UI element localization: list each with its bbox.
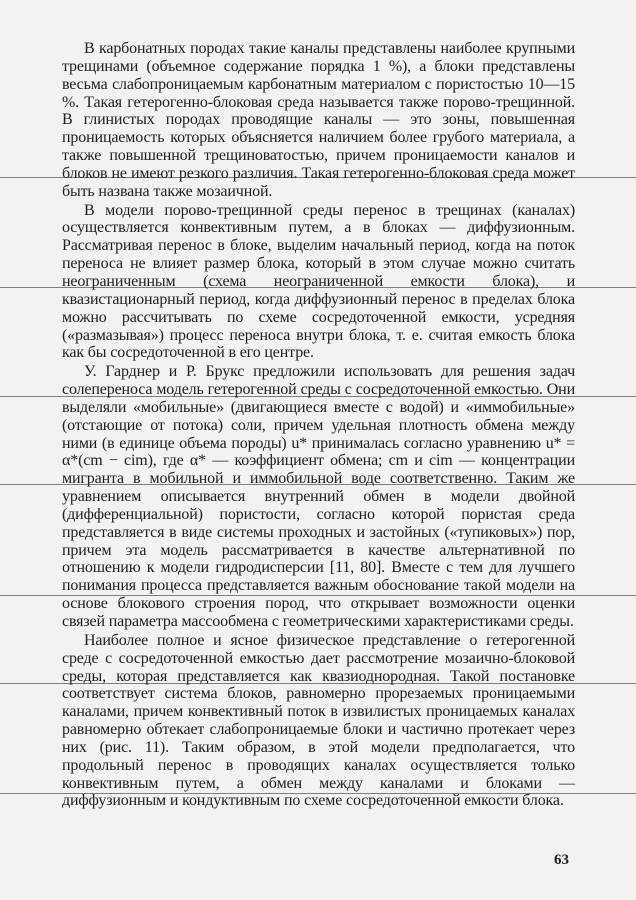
body-text (62, 40, 575, 810)
paragraph: У. Гарднер и Р. Брукс предложили использовать для решения задач солепереноса модель гетерогенной среды с сосредоточенной емкостью. Они выделяли «мобильные» (двигающиеся вместе с водой) и «иммобильные» (отстающие от потока) соли, причем удельная плотность обмена между ними (в единице объема породы) u* принималась согласно уравнению u* = α*(cm − cim), где α* — коэффициент обмена; cm и cim — концентрации мигранта в мобильной и иммобильной воде соответственно. Таким же уравнением описывается внутренний обмен в модели двойной (дифференциальной) пористости, согласно которой пористая среда представляется в виде системы проходных и застойных («тупиковых») пор, причем эта модель рассматривается в качестве альтернативной по отношению к модели гидродисперсии [11, 80]. Вместе с тем для лучшего понимания процесса представляется важным обоснование такой модели на основе блокового строения пород, что открывает возможности оценки связей параметра массообмена с геометрическими характеристиками среды. (62, 363, 575, 630)
paragraph: В карбонатных породах такие каналы представлены наиболее крупными трещинами (объемное содержание порядка 1 %), а блоки представлены весьма слабопроницаемым карбонатным материалом с пористостью 10—15 %. Такая гетерогенно-блоковая среда называется также порово-трещинной. В глинистых породах проводящие каналы — это зоны, повышенная проницаемость которых объясняется наличием более грубого материала, а также повышенной трещиноватостью, причем проницаемости каналов и блоков не имеют резкого различия. Такая гетерогенно-блоковая среда может быть названа также мозаичной. (62, 40, 575, 200)
paragraph: В модели порово-трещинной среды перенос в трещинах (каналах) осуществляется конвективным путем, а в блоках — диффузионным. Рассматривая перенос в блоке, выделим начальный период, когда на поток переноса не влияет размер блока, который в этом случае можно считать неограниченным (схема неограниченной емкости блока), и квазистационарный период, когда диффузионный перенос в пределах блока можно рассчитывать по схеме сосредоточенной емкости, усредняя («размазывая») процесс переноса внутри блока, т. е. считая емкость блока как бы сосредоточенной в его центре. (62, 201, 575, 362)
page-number: 63 (554, 852, 569, 868)
paragraph: Наиболее полное и ясное физическое представление о гетерогенной среде с сосредоточенной емкостью дает рассмотрение мозаично-блоковой среды, которая представляется как квазиоднородная. Такой постановке соответствует система блоков, равномерно прорезаемых проницаемыми каналами, причем конвективный поток в извилистых проницаемых каналах равномерно обтекает слабопроницаемые блоки и частично протекает через них (рис. 11). Таким образом, в этой модели предполагается, что продольный перенос в проводящих каналах осуществляется только конвективным путем, а обмен между каналами и блоками — диффузионным и кондуктивным по схеме сосредоточенной емкости блока. (62, 631, 575, 810)
